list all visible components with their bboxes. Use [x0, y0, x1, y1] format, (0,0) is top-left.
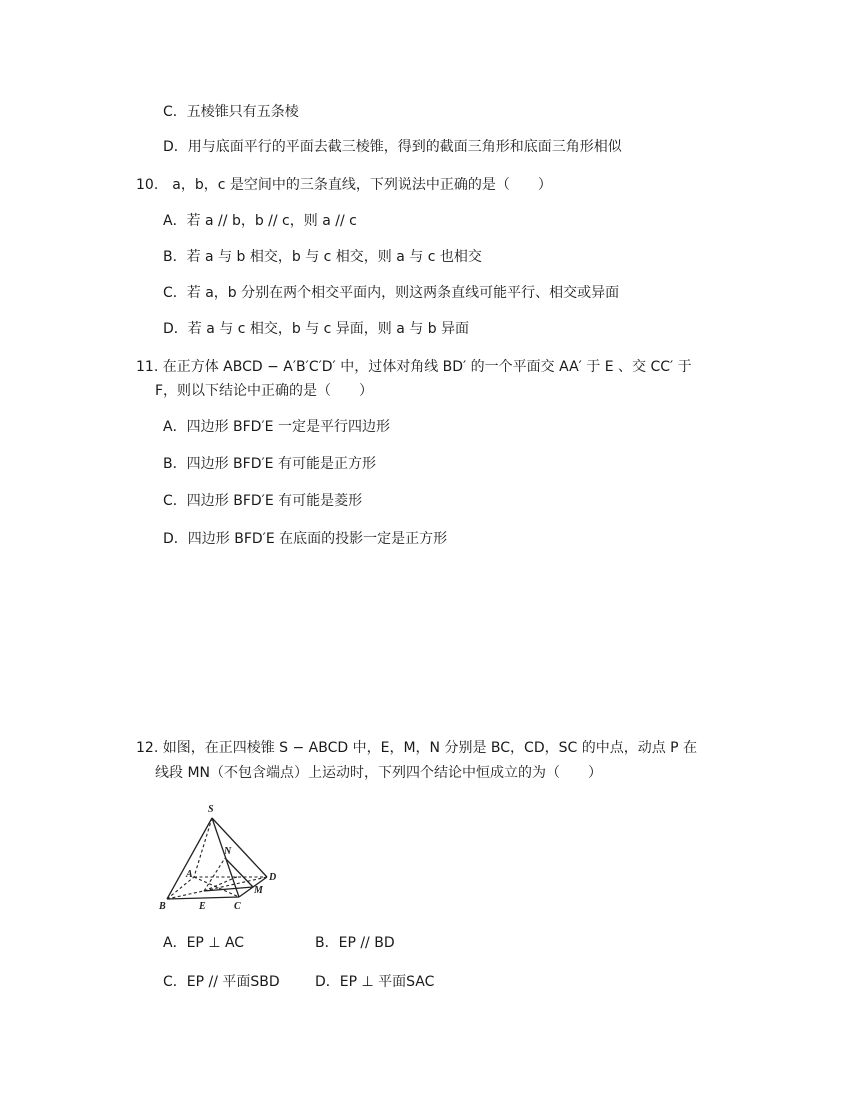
q10-stem: 10. a，b，c 是空间中的三条直线，下列说法中正确的是（ ） [136, 177, 552, 193]
q10-option-c: C．若 a，b 分别在两个相交平面内，则这两条直线可能平行、相交或异面 [163, 285, 620, 301]
q10-option-a: A．若 a // b，b // c，则 a // c [163, 213, 357, 229]
q12-stem-line2: 线段 MN（不包含端点）上运动时，下列四个结论中恒成立的为（ ） [155, 765, 603, 781]
q9-option-d: D．用与底面平行的平面去截三棱锥，得到的截面三角形和底面三角形相似 [163, 139, 622, 155]
q9-option-c: C．五棱锥只有五条棱 [163, 104, 299, 120]
q12-stem-line1: 12. 如图，在正四棱锥 S − ABCD 中，E，M，N 分别是 BC，CD，SC 的中点，动点 P 在 [136, 740, 698, 756]
figure-label-m: M [254, 885, 263, 896]
q11-option-b: B．四边形 BFD′E 有可能是正方形 [163, 456, 376, 472]
q11-stem-line2: F，则以下结论中正确的是（ ） [155, 383, 374, 399]
q11-stem-line1: 11. 在正方体 ABCD − A′B′C′D′ 中，过体对角线 BD′ 的一个平面交 AA′ 于 E 、交 CC′ 于 [136, 359, 692, 375]
figure-label-d: D [269, 872, 277, 883]
figure-label-a: A [186, 869, 193, 880]
figure-label-b: B [159, 901, 166, 912]
figure-label-n: N [224, 846, 232, 857]
q11-option-a: A．四边形 BFD′E 一定是平行四边形 [163, 419, 390, 435]
q12-option-b: B．EP // BD [315, 935, 395, 951]
figure-label-s: S [208, 804, 214, 815]
q11-option-c: C．四边形 BFD′E 有可能是菱形 [163, 493, 363, 509]
figure-label-e: E [199, 901, 206, 912]
figure-label-c: C [234, 901, 241, 912]
pyramid-figure [157, 800, 295, 915]
q10-option-d: D．若 a 与 c 相交，b 与 c 异面，则 a 与 b 异面 [163, 321, 470, 337]
q12-option-d: D．EP ⊥ 平面SAC [315, 974, 435, 990]
q10-option-b: B．若 a 与 b 相交，b 与 c 相交，则 a 与 c 也相交 [163, 249, 482, 265]
q12-option-c: C．EP // 平面SBD [163, 974, 280, 990]
q11-option-d: D．四边形 BFD′E 在底面的投影一定是正方形 [163, 531, 448, 547]
q12-option-a: A．EP ⊥ AC [163, 935, 245, 951]
